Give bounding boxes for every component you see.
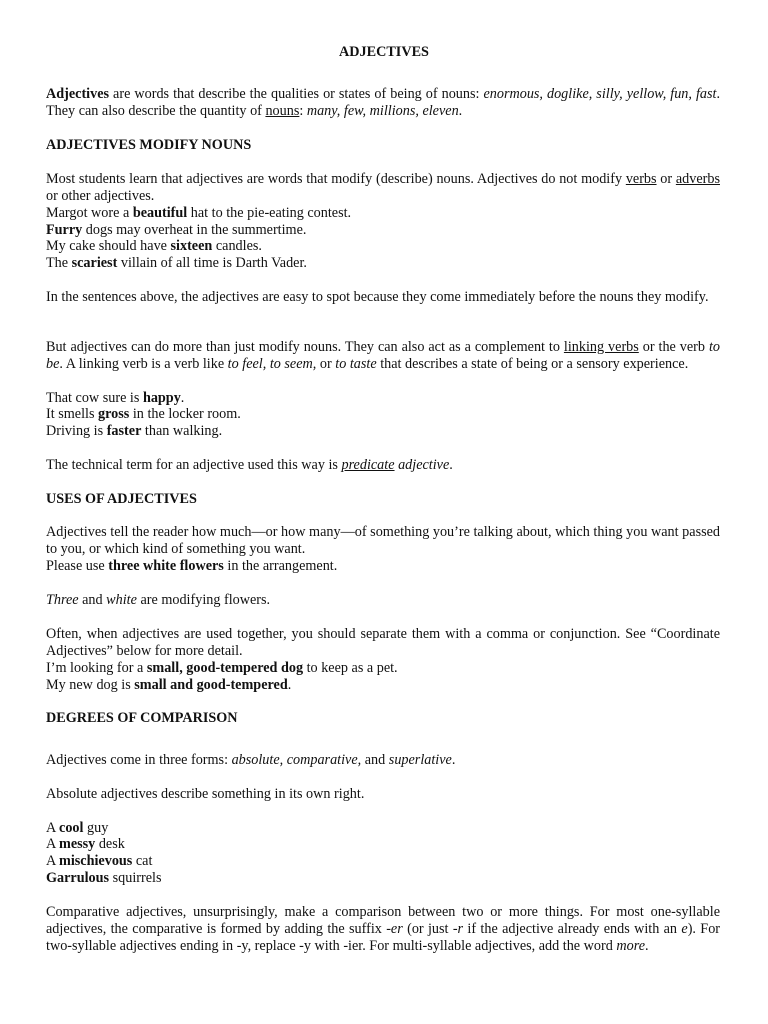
link-predicate[interactable]: predicate [341, 457, 395, 473]
example-sentence: My new dog is small and good-tempered. [46, 677, 292, 693]
example-phrase: A cool guy [46, 820, 109, 836]
link-verbs[interactable]: verbs [625, 171, 657, 187]
example-sentence: Furry dogs may overheat in the summertime. [46, 222, 307, 238]
intro-paragraph: Adjectives are words that describe the qualities or states of being of nouns: enormous, doglike, silly, yellow, fun, fast. They can also describe the quantity of nouns: many, few, millions, eleven. [46, 86, 720, 119]
section-heading-degrees: DEGREES OF COMPARISON [46, 710, 238, 726]
example-sentence: It smells gross in the locker room. [46, 406, 241, 422]
section-heading-modify-nouns: ADJECTIVES MODIFY NOUNS [46, 137, 252, 153]
intro-term: Adjectives [46, 86, 110, 102]
link-linking-verbs[interactable]: linking verbs [563, 339, 639, 355]
page-title: ADJECTIVES [339, 44, 429, 60]
example-phrase: Garrulous squirrels [46, 870, 162, 886]
paragraph: Most students learn that adjectives are words that modify (describe) nouns. Adjectives do not modify verbs or adverbs or other adjectives. [46, 171, 720, 204]
paragraph: Adjectives come in three forms: absolute, comparative, and superlative. [46, 752, 456, 768]
section-heading-uses: USES OF ADJECTIVES [46, 491, 197, 507]
paragraph: Absolute adjectives describe something in its own right. [46, 786, 365, 802]
link-nouns[interactable]: nouns [265, 102, 300, 119]
example-phrase: A mischievous cat [46, 853, 153, 869]
link-adverbs[interactable]: adverbs [675, 171, 720, 187]
paragraph: But adjectives can do more than just modify nouns. They can also act as a complement to linking verbs or the verb to be. A linking verb is a verb like to feel, to seem, or to taste that describes a state of being or a sensory experience. [46, 339, 720, 372]
example-sentence: The scariest villain of all time is Darth Vader. [46, 255, 307, 271]
example-sentence: Driving is faster than walking. [46, 423, 223, 439]
example-phrase: A messy desk [46, 836, 125, 852]
paragraph: Adjectives tell the reader how much—or how many—of something you’re talking about, which thing you want passed to you, or which kind of something you want. [46, 524, 720, 557]
paragraph: The technical term for an adjective used this way is predicate adjective. [46, 457, 453, 473]
example-sentence: I’m looking for a small, good-tempered dog to keep as a pet. [46, 660, 398, 676]
example-sentence: That cow sure is happy. [46, 390, 185, 406]
example-sentence: My cake should have sixteen candles. [46, 238, 262, 254]
paragraph: In the sentences above, the adjectives are easy to spot because they come immediately before the nouns they modify. [46, 289, 709, 305]
paragraph: Often, when adjectives are used together, you should separate them with a comma or conjunction. See “Coordinate Adjectives” below for more detail. [46, 626, 720, 659]
example-sentence: Margot wore a beautiful hat to the pie-eating contest. [46, 205, 352, 221]
paragraph: Comparative adjectives, unsurprisingly, make a comparison between two or more things. For most one-syllable adjectives, the comparative is formed by adding the suffix -er (or just -r if the adjective already ends with an e). For two-syllable adjectives ending in -y, replace -y with -ier. For multi-syllable adjectives, add the word more. [46, 904, 721, 954]
example-sentence: Please use three white flowers in the arrangement. [46, 558, 338, 574]
paragraph: Three and white are modifying flowers. [46, 592, 271, 608]
